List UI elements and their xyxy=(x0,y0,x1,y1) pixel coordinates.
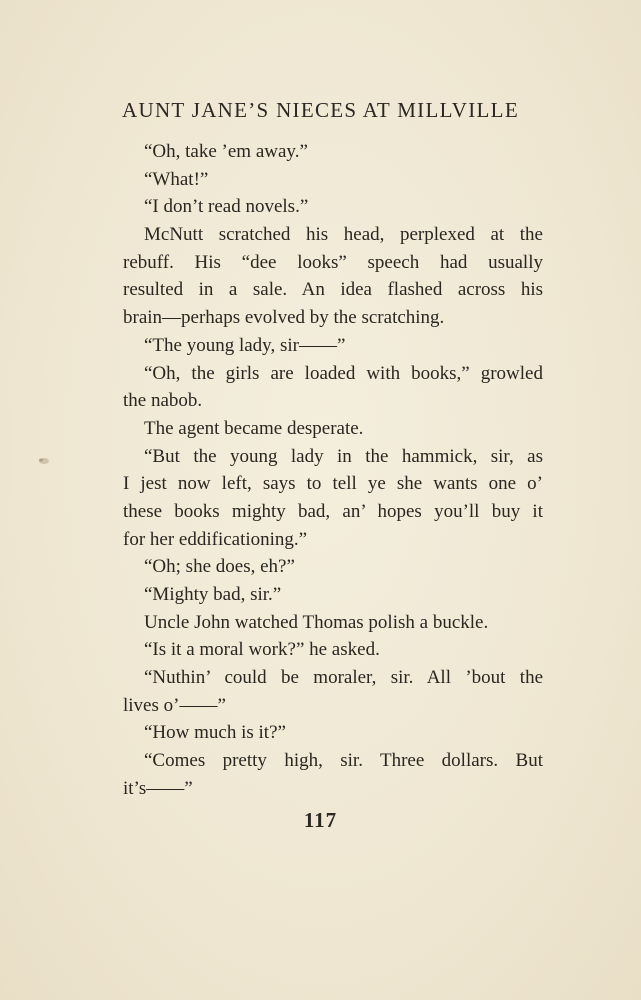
text-line: it’s——” xyxy=(123,777,193,799)
text-line: McNutt scratched his head, perplexed at the xyxy=(144,224,543,246)
text-line: “How much is it?” xyxy=(144,722,286,744)
text-line: “Mighty bad, sir.” xyxy=(144,584,282,605)
text-line: for her eddificationing.” xyxy=(123,528,308,550)
text-line: “The young lady, sir——” xyxy=(144,334,346,356)
text-line: “I don’t read novels.” xyxy=(144,196,309,218)
text-line: Uncle John watched Thomas polish a buckle. xyxy=(144,611,489,633)
page-number: 117 xyxy=(303,808,338,832)
paper-speck-mark xyxy=(33,454,55,468)
text-line: “Comes pretty high, sir. Three dollars. But xyxy=(144,750,543,772)
text-line: “Oh, take ’em away.” xyxy=(144,141,308,162)
text-line: “Oh, the girls are loaded with books,” growled xyxy=(144,362,543,384)
text-line: The agent became desperate. xyxy=(144,417,364,439)
running-head: AUNT JANE’S NIECES AT MILLVILLE xyxy=(122,98,519,122)
text-line: “What!” xyxy=(144,168,209,190)
text-line: the nabob. xyxy=(123,390,203,412)
text-line: “But the young lady in the hammick, sir, as xyxy=(144,445,543,467)
text-line: “Is it a moral work?” he asked. xyxy=(144,639,380,661)
text-line: rebuff. His “dee looks” speech had usually xyxy=(123,251,543,273)
body-text xyxy=(123,138,543,803)
text-line: brain—perhaps evolved by the scratching. xyxy=(123,307,445,329)
text-line: resulted in a sale. An idea flashed across his xyxy=(123,279,543,301)
text-line: “Oh; she does, eh?” xyxy=(144,556,295,578)
text-line: these books mighty bad, an’ hopes you’ll buy it xyxy=(123,500,543,522)
text-line: lives o’——” xyxy=(123,694,226,716)
text-line: I jest now left, says to tell ye she wants one o’ xyxy=(123,473,543,495)
text-line: “Nuthin’ could be moraler, sir. All ’bout the xyxy=(144,667,543,689)
